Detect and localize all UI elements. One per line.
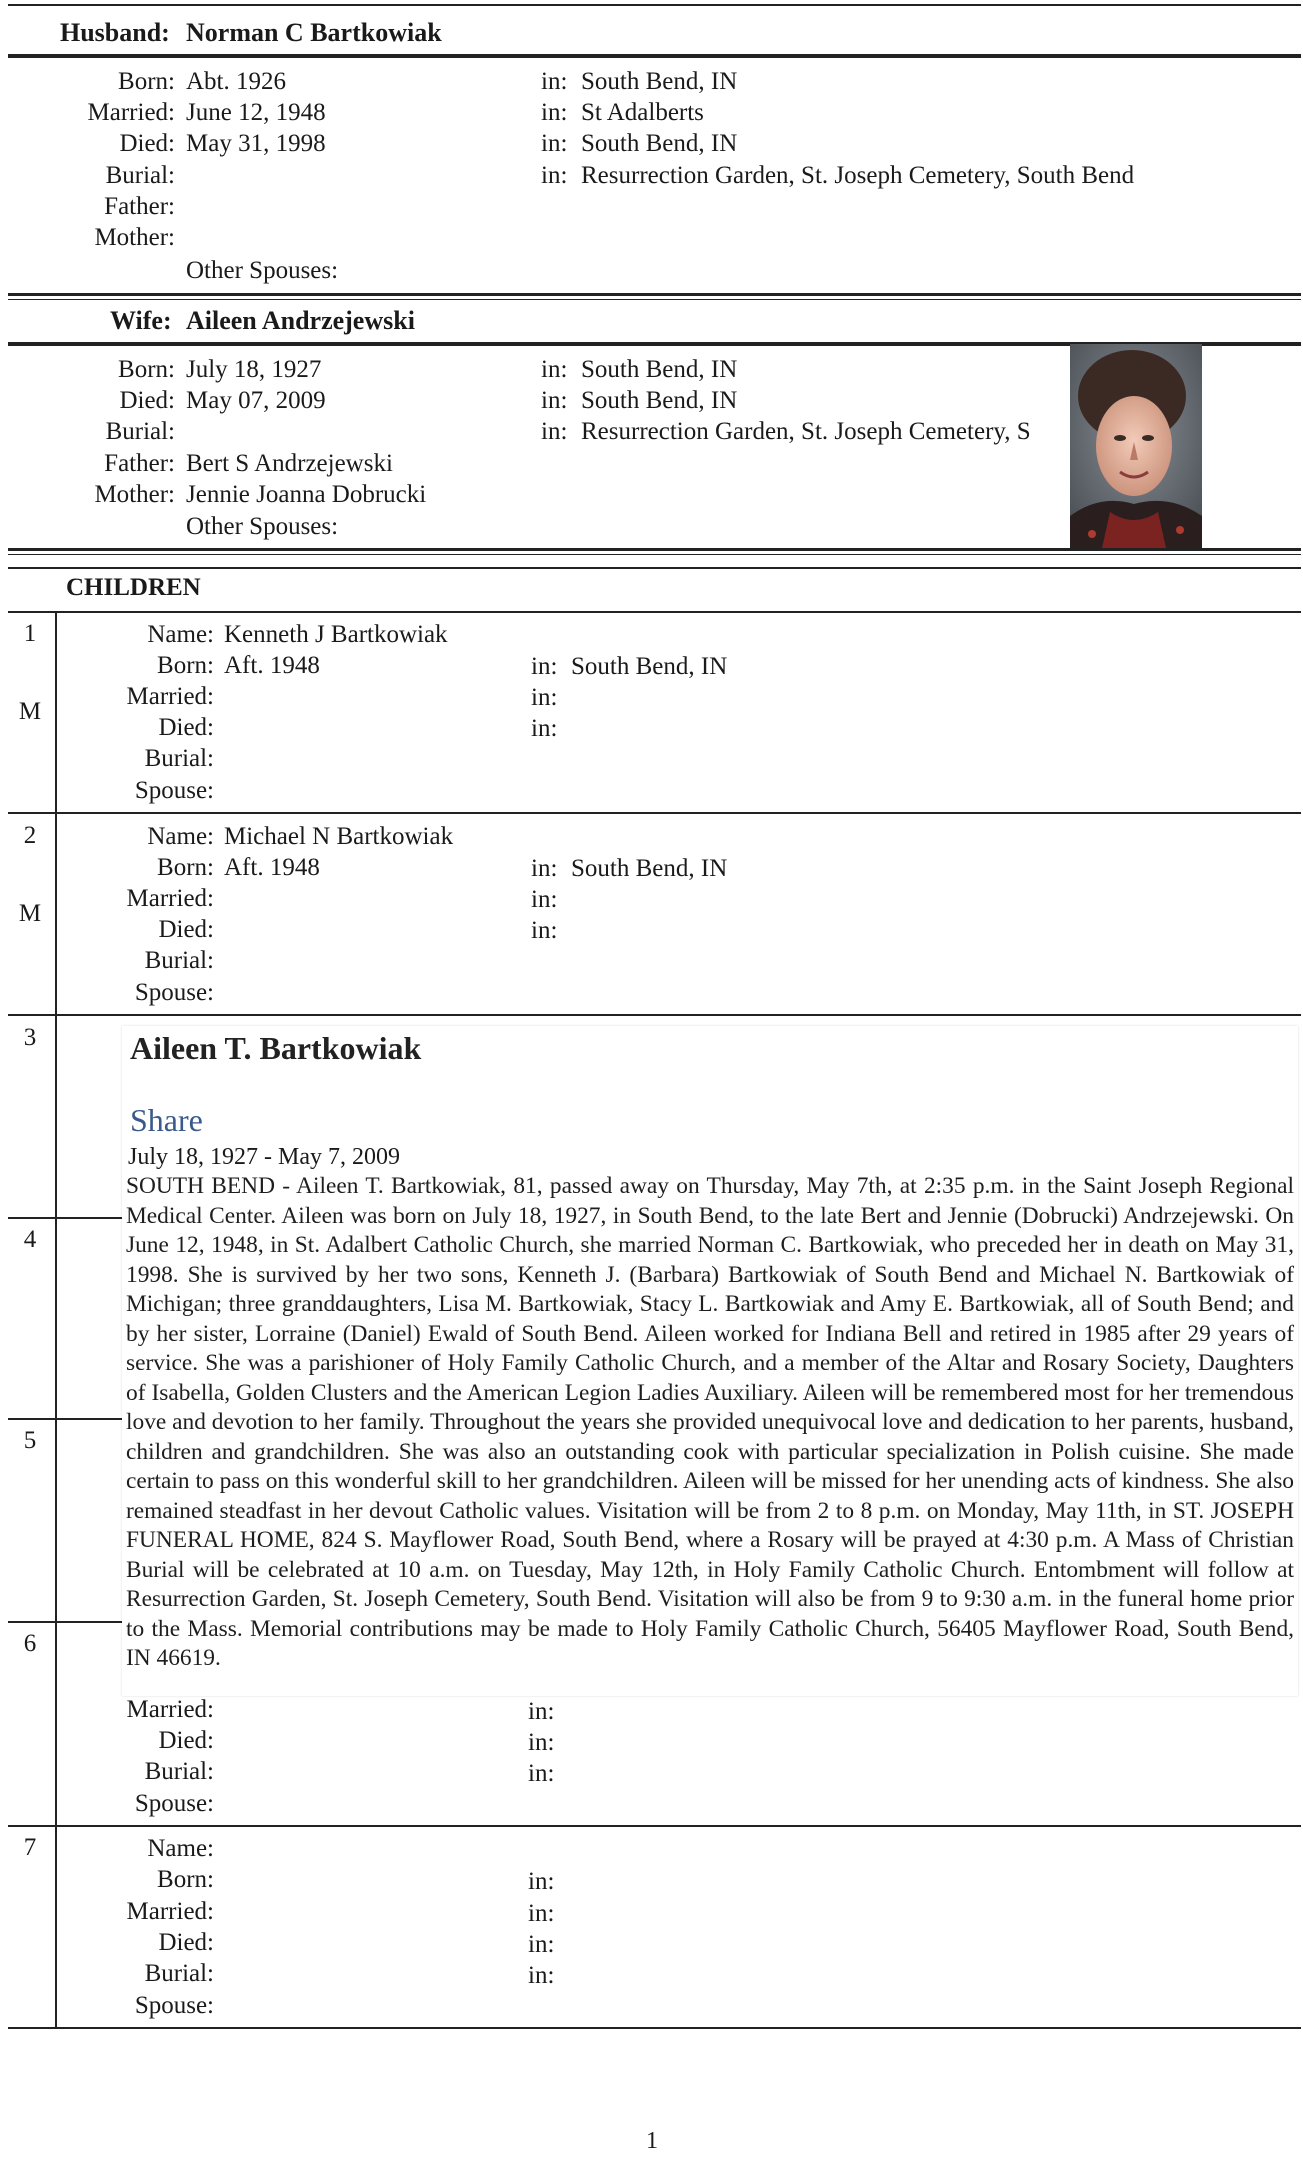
husband-died-date: May 31, 1998	[186, 130, 326, 157]
wife-bottom-rule	[8, 548, 1301, 551]
wife-name: Aileen Andrzejewski	[186, 306, 415, 335]
child-6-bottom-rule	[8, 1825, 1301, 1827]
husband-mother-label: Mother:	[94, 224, 175, 251]
husband-died-in-label: in:	[541, 130, 568, 157]
child-6-spouse-label: Spouse:	[134, 1790, 214, 1817]
child-2-sex: M	[18, 900, 42, 927]
husband-born-label: Born:	[118, 68, 175, 95]
child-2-spouse-label: Spouse:	[134, 979, 214, 1006]
child-2-number: 2	[23, 822, 37, 849]
children-top-rule	[8, 567, 1301, 569]
child-1-born-date: Aft. 1948	[224, 652, 320, 679]
child-2-name-label: Name:	[147, 823, 214, 850]
husband-born-place: South Bend, IN	[581, 68, 738, 95]
wife-born-place: South Bend, IN	[581, 356, 738, 383]
child-5-number: 5	[23, 1427, 37, 1454]
husband-married-in-label: in:	[541, 99, 568, 126]
husband-burial-place: Resurrection Garden, St. Joseph Cemetery, South Bend	[581, 162, 1135, 189]
obituary-body: SOUTH BEND - Aileen T. Bartkowiak, 81, passed away on Thursday, May 7th, at 2:35 p.m. in the Saint Joseph Regional Medical Center. Aileen was born on July 18, 1927, in South Bend, to the late Bert and Jennie (Dobrucki) Andrzejewski. On June 12, 1948, in St. Adalbert Catholic Church, she married Norman C. Bartkowiak, who preceded her in death on May 31, 1998. She is survived by her two sons, Kenneth J. (Barbara) Bartkowiak of South Bend and Michael N. Bartkowiak of Michigan; three granddaughters, Lisa M. Bartkowiak, Stacy L. Bartkowiak and Amy E. Bartkowiak, all of South Bend; and by her sister, Lorraine (Daniel) Ewald of South Bend. Aileen worked for Indiana Bell and retired in 1985 after 29 years of service. She was a parishioner of Holy Family Catholic Church, and a member of the Altar and Rosary Society, Daughters of Isabella, Golden Clusters and the American Legion Ladies Auxiliary. Aileen will be remembered most for her tremendous love and devotion to her family. Throughout the years she provided unequivocal love and dedication to her parents, husband, children and grandchildren. She was also an outstanding cook with particular specialization in Polish cuisine. She made certain to pass on this wonderful skill to her grandchildren. Aileen will be missed for her unending acts of kindness. She also remained steadfast in her devout Catholic values. Visitation will be from 2 to 8 p.m. on Monday, May 11th, in ST. JOSEPH FUNERAL HOME, 824 S. Mayflower Road, South Bend, where a Rosary will be prayed at 4:30 p.m. A Mass of Christian Burial will be celebrated at 10 a.m. on Tuesday, May 12th, in Holy Family Catholic Church. Entombment will follow at Resurrection Garden, St. Joseph Cemetery, South Bend. Visitation will also be from 9 to 9:30 a.m. in the funeral home prior to the Mass. Memorial contributions may be made to Holy Family Catholic Church, 56405 Mayflower Road, South Bend, IN 46619.	[126, 1173, 1294, 1671]
wife-father-name: Bert S Andrzejewski	[186, 450, 393, 477]
child-6-died-in-label: in:	[528, 1729, 555, 1756]
husband-bottom-rule	[8, 293, 1301, 296]
wife-mother-name: Jennie Joanna Dobrucki	[186, 481, 427, 508]
child-2-died-in-label: in:	[531, 917, 558, 944]
obituary-title: Aileen T. Bartkowiak	[130, 1030, 422, 1066]
husband-other-spouses-label: Other Spouses:	[186, 257, 339, 284]
husband-died-label: Died:	[119, 130, 175, 157]
child-6-died-label: Died:	[158, 1727, 214, 1754]
child-1-name: Kenneth J Bartkowiak	[224, 621, 448, 648]
husband-name: Norman C Bartkowiak	[186, 18, 442, 47]
obituary-clipping	[122, 1026, 1298, 1696]
wife-other-spouses-label: Other Spouses:	[186, 513, 339, 540]
wife-died-date: May 07, 2009	[186, 387, 326, 414]
child-7-spouse-label: Spouse:	[134, 1992, 214, 2019]
husband-header-rule	[8, 54, 1301, 58]
child-1-number: 1	[23, 620, 37, 647]
husband-married-date: June 12, 1948	[186, 99, 326, 126]
child-1-married-in-label: in:	[531, 684, 558, 711]
child-2-born-place: South Bend, IN	[571, 855, 728, 882]
child-1-married-label: Married:	[126, 683, 214, 710]
wife-bottom-rule-thin	[8, 554, 1301, 555]
child-1-burial-label: Burial:	[144, 745, 214, 772]
children-bottom-rule	[8, 2027, 1301, 2029]
wife-portrait-photo	[1070, 344, 1202, 548]
child-7-burial-label: Burial:	[144, 1960, 214, 1987]
husband-married-place: St Adalberts	[581, 99, 704, 126]
child-3-bottom-rule	[8, 1217, 128, 1219]
child-7-born-label: Born:	[157, 1866, 214, 1893]
wife-mother-label: Mother:	[94, 481, 175, 508]
husband-father-label: Father:	[104, 193, 175, 220]
child-1-born-in-label: in:	[531, 653, 558, 680]
child-2-married-in-label: in:	[531, 886, 558, 913]
child-7-burial-in-label: in:	[528, 1962, 555, 1989]
child-7-married-in-label: in:	[528, 1900, 555, 1927]
child-2-married-label: Married:	[126, 885, 214, 912]
child-1-sex: M	[18, 698, 42, 725]
child-1-spouse-label: Spouse:	[134, 777, 214, 804]
child-7-born-in-label: in:	[528, 1868, 555, 1895]
child-1-died-label: Died:	[158, 714, 214, 741]
page-number: 1	[646, 2128, 658, 2154]
child-3-number: 3	[23, 1024, 37, 1051]
children-heading: CHILDREN	[66, 574, 201, 601]
child-7-died-label: Died:	[158, 1929, 214, 1956]
husband-bottom-rule-thin	[8, 299, 1301, 300]
obituary-dates: July 18, 1927 - May 7, 2009	[128, 1144, 400, 1170]
child-1-born-label: Born:	[157, 652, 214, 679]
husband-married-label: Married:	[87, 99, 175, 126]
wife-burial-label: Burial:	[105, 418, 175, 445]
wife-burial-place: Resurrection Garden, St. Joseph Cemetery, S	[581, 418, 1031, 445]
child-2-bottom-rule	[8, 1014, 1301, 1016]
child-2-born-date: Aft. 1948	[224, 854, 320, 881]
husband-heading-label: Husband:	[60, 18, 170, 47]
child-6-burial-in-label: in:	[528, 1760, 555, 1787]
child-4-bottom-rule	[8, 1418, 128, 1420]
children-column-divider	[55, 613, 57, 2028]
child-2-name: Michael N Bartkowiak	[224, 823, 454, 850]
husband-born-in-label: in:	[541, 68, 568, 95]
child-7-name-label: Name:	[147, 1835, 214, 1862]
child-6-married-label: Married:	[126, 1696, 214, 1723]
husband-burial-label: Burial:	[105, 162, 175, 189]
wife-died-label: Died:	[119, 387, 175, 414]
wife-father-label: Father:	[104, 450, 175, 477]
child-2-died-label: Died:	[158, 916, 214, 943]
wife-died-in-label: in:	[541, 387, 568, 414]
child-6-burial-label: Burial:	[144, 1758, 214, 1785]
wife-born-date: July 18, 1927	[186, 356, 322, 383]
child-1-name-label: Name:	[147, 621, 214, 648]
child-2-born-in-label: in:	[531, 855, 558, 882]
husband-burial-in-label: in:	[541, 162, 568, 189]
child-1-died-in-label: in:	[531, 715, 558, 742]
child-2-born-label: Born:	[157, 854, 214, 881]
wife-died-place: South Bend, IN	[581, 387, 738, 414]
wife-born-in-label: in:	[541, 356, 568, 383]
child-4-number: 4	[23, 1226, 37, 1253]
child-2-burial-label: Burial:	[144, 947, 214, 974]
wife-burial-in-label: in:	[541, 418, 568, 445]
wife-heading-label: Wife:	[110, 306, 172, 335]
wife-born-label: Born:	[118, 356, 175, 383]
child-7-number: 7	[23, 1834, 37, 1861]
child-1-born-place: South Bend, IN	[571, 653, 728, 680]
child-6-number: 6	[23, 1630, 37, 1657]
husband-born-date: Abt. 1926	[186, 68, 286, 95]
children-header-rule	[8, 611, 1301, 613]
child-7-married-label: Married:	[126, 1898, 214, 1925]
child-5-bottom-rule	[8, 1621, 128, 1623]
husband-died-place: South Bend, IN	[581, 130, 738, 157]
portrait-image	[1070, 344, 1202, 548]
child-7-died-in-label: in:	[528, 1931, 555, 1958]
top-border	[8, 4, 1301, 6]
child-6-married-in-label: in:	[528, 1698, 555, 1725]
child-1-bottom-rule	[8, 812, 1301, 814]
obituary-share-link[interactable]: Share	[130, 1102, 203, 1138]
